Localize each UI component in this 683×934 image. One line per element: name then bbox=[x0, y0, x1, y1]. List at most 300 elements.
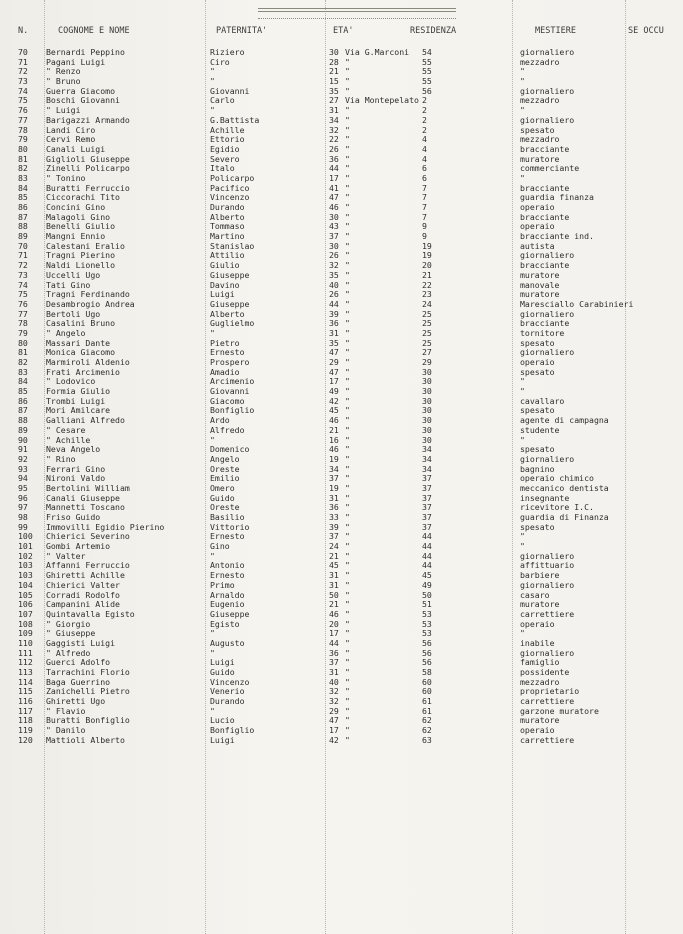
row-residence: " bbox=[345, 298, 350, 309]
row-occupation: agente di campagna bbox=[520, 415, 609, 426]
row-paternity: Vincenzo bbox=[210, 676, 250, 687]
row-number: 81 bbox=[18, 347, 28, 358]
row-age: 50 bbox=[329, 589, 339, 600]
row-name: " Renzo bbox=[46, 66, 81, 77]
row-paternity: Durando bbox=[210, 202, 245, 212]
row-occupation: giornaliero bbox=[520, 550, 575, 561]
row-house-number: 30 bbox=[422, 386, 432, 397]
row-name: Gaggisti Luigi bbox=[46, 637, 116, 648]
row-occupation: " bbox=[520, 66, 525, 77]
row-age: 46 bbox=[329, 202, 339, 212]
row-age: 36 bbox=[329, 502, 339, 513]
row-number: 82 bbox=[18, 357, 28, 367]
row-house-number: 7 bbox=[422, 182, 427, 193]
row-age: 22 bbox=[329, 134, 339, 145]
table-row bbox=[0, 116, 683, 126]
row-number: 105 bbox=[18, 589, 33, 600]
row-occupation: casaro bbox=[520, 589, 550, 600]
row-paternity: " bbox=[210, 705, 215, 716]
header-paternity: PATERNITA' bbox=[216, 26, 268, 36]
row-name: " Luigi bbox=[46, 105, 81, 116]
row-number: 106 bbox=[18, 599, 33, 610]
row-paternity: Giovanni bbox=[210, 85, 250, 96]
row-number: 86 bbox=[18, 395, 28, 406]
row-paternity: Giacomo bbox=[210, 395, 245, 406]
row-number: 75 bbox=[18, 289, 28, 300]
row-residence: " bbox=[345, 705, 350, 716]
row-residence: " bbox=[345, 240, 350, 251]
row-name: " Angelo bbox=[46, 327, 86, 338]
row-occupation: giornaliero bbox=[520, 114, 575, 125]
row-age: 26 bbox=[329, 250, 339, 261]
row-name: Frati Arcimenio bbox=[46, 366, 120, 377]
row-number: 84 bbox=[18, 376, 28, 387]
row-paternity: Italo bbox=[210, 163, 235, 174]
row-age: 36 bbox=[329, 318, 339, 329]
row-residence: " bbox=[345, 492, 350, 503]
row-name: " Cesare bbox=[46, 424, 86, 435]
row-paternity: Amadio bbox=[210, 366, 240, 377]
row-paternity: Ciro bbox=[210, 56, 230, 67]
row-age: 28 bbox=[329, 56, 339, 67]
row-number: 117 bbox=[18, 705, 33, 716]
row-paternity: Davino bbox=[210, 279, 240, 290]
row-name: Ghiretti Achille bbox=[46, 570, 125, 581]
row-occupation: possidente bbox=[520, 667, 570, 677]
table-row bbox=[0, 736, 683, 746]
row-residence: " bbox=[345, 56, 350, 67]
row-age: 17 bbox=[329, 172, 339, 183]
row-number: 76 bbox=[18, 105, 28, 116]
row-number: 77 bbox=[18, 308, 28, 319]
row-residence: " bbox=[345, 231, 350, 242]
row-occupation: operaio bbox=[520, 221, 555, 232]
table-row bbox=[0, 426, 683, 436]
row-age: 35 bbox=[329, 85, 339, 96]
row-number: 107 bbox=[18, 608, 33, 619]
row-number: 88 bbox=[18, 415, 28, 426]
row-occupation: proprietario bbox=[520, 686, 580, 697]
row-occupation: " bbox=[520, 76, 525, 87]
row-house-number: 4 bbox=[422, 134, 427, 145]
row-paternity: Luigi bbox=[210, 289, 235, 300]
row-residence: " bbox=[345, 105, 350, 116]
row-occupation: spesato bbox=[520, 124, 555, 135]
row-residence: " bbox=[345, 163, 350, 174]
row-paternity: Ettorio bbox=[210, 134, 245, 145]
table-row bbox=[0, 319, 683, 329]
row-occupation: cavallaro bbox=[520, 395, 565, 406]
row-house-number: 2 bbox=[422, 124, 427, 135]
row-residence: " bbox=[345, 725, 350, 736]
table-row bbox=[0, 445, 683, 455]
row-residence: " bbox=[345, 415, 350, 426]
row-occupation: ricevitore I.C. bbox=[520, 502, 594, 513]
row-house-number: 30 bbox=[422, 405, 432, 416]
row-paternity: Guglielmo bbox=[210, 318, 255, 329]
row-residence: " bbox=[345, 599, 350, 610]
row-house-number: 51 bbox=[422, 599, 432, 610]
dotted-rule bbox=[258, 18, 456, 19]
row-name: Formia Giulio bbox=[46, 386, 111, 397]
row-residence: " bbox=[345, 715, 350, 726]
row-house-number: 60 bbox=[422, 686, 432, 697]
row-occupation: operaio bbox=[520, 202, 555, 212]
row-age: 15 bbox=[329, 76, 339, 87]
row-paternity: Angelo bbox=[210, 453, 240, 464]
row-number: 110 bbox=[18, 637, 33, 648]
row-name: Benelli Giulio bbox=[46, 221, 116, 232]
table-body bbox=[0, 48, 683, 746]
row-house-number: 63 bbox=[422, 734, 432, 745]
row-name: " Rino bbox=[46, 453, 76, 464]
row-residence: " bbox=[345, 134, 350, 145]
row-occupation: giornaliero bbox=[520, 250, 575, 261]
row-residence: " bbox=[345, 434, 350, 445]
header-extra: SE OCCU bbox=[628, 26, 664, 36]
row-occupation: giornaliero bbox=[520, 85, 575, 96]
row-occupation: " bbox=[520, 531, 525, 542]
row-occupation: " bbox=[520, 386, 525, 397]
row-occupation: bracciante bbox=[520, 182, 570, 193]
row-house-number: 53 bbox=[422, 618, 432, 629]
row-occupation: giornaliero bbox=[520, 347, 575, 358]
row-house-number: 19 bbox=[422, 250, 432, 261]
row-occupation: " bbox=[520, 376, 525, 387]
row-number: 103 bbox=[18, 560, 33, 571]
row-name: Landi Ciro bbox=[46, 124, 96, 135]
row-paternity: Venerio bbox=[210, 686, 245, 697]
row-occupation: " bbox=[520, 628, 525, 639]
row-number: 87 bbox=[18, 211, 28, 222]
row-age: 44 bbox=[329, 298, 339, 309]
row-occupation: bracciante bbox=[520, 318, 570, 329]
row-house-number: 49 bbox=[422, 579, 432, 590]
row-age: 31 bbox=[329, 492, 339, 503]
row-residence: " bbox=[345, 696, 350, 707]
row-number: 88 bbox=[18, 221, 28, 232]
row-house-number: 30 bbox=[422, 376, 432, 387]
row-number: 103 bbox=[18, 570, 33, 581]
row-age: 37 bbox=[329, 473, 339, 484]
row-age: 46 bbox=[329, 444, 339, 455]
row-occupation: bracciante bbox=[520, 260, 570, 271]
row-occupation: muratore bbox=[520, 599, 560, 610]
row-occupation: guardia finanza bbox=[520, 192, 594, 203]
double-rule bbox=[258, 8, 456, 12]
row-age: 41 bbox=[329, 182, 339, 193]
row-name: Bertolini William bbox=[46, 482, 130, 493]
row-name: Galliani Alfredo bbox=[46, 415, 125, 426]
row-name: Tragni Pierino bbox=[46, 250, 116, 261]
row-residence: " bbox=[345, 521, 350, 532]
row-name: Malagoli Gino bbox=[46, 211, 111, 222]
row-paternity: Bonfiglio bbox=[210, 725, 255, 736]
row-house-number: 25 bbox=[422, 327, 432, 338]
row-name: " Tonino bbox=[46, 172, 86, 183]
row-house-number: 7 bbox=[422, 192, 427, 203]
row-number: 75 bbox=[18, 95, 28, 106]
row-residence: " bbox=[345, 221, 350, 232]
row-number: 120 bbox=[18, 734, 33, 745]
row-house-number: 61 bbox=[422, 696, 432, 707]
row-name: Giglioli Giuseppe bbox=[46, 153, 130, 164]
row-name: Chierici Valter bbox=[46, 579, 120, 590]
row-number: 113 bbox=[18, 667, 33, 677]
row-occupation: spesato bbox=[520, 366, 555, 377]
row-house-number: 30 bbox=[422, 395, 432, 406]
row-residence: " bbox=[345, 589, 350, 600]
row-name: Casalini Bruno bbox=[46, 318, 116, 329]
row-occupation: " bbox=[520, 105, 525, 116]
table-row bbox=[0, 368, 683, 378]
row-residence: " bbox=[345, 628, 350, 639]
row-house-number: 6 bbox=[422, 172, 427, 183]
row-occupation: autista bbox=[520, 240, 555, 251]
row-age: 44 bbox=[329, 163, 339, 174]
row-age: 37 bbox=[329, 531, 339, 542]
row-number: 71 bbox=[18, 56, 28, 67]
row-paternity: Policarpo bbox=[210, 172, 255, 183]
table-row bbox=[0, 261, 683, 271]
row-house-number: 24 bbox=[422, 298, 432, 309]
row-house-number: 6 bbox=[422, 163, 427, 174]
row-residence: " bbox=[345, 172, 350, 183]
row-house-number: 61 bbox=[422, 705, 432, 716]
row-paternity: " bbox=[210, 434, 215, 445]
row-residence: " bbox=[345, 473, 350, 484]
row-occupation: operaio chimico bbox=[520, 473, 594, 484]
row-occupation: giornaliero bbox=[520, 47, 575, 57]
row-age: 36 bbox=[329, 153, 339, 164]
row-age: 30 bbox=[329, 47, 339, 57]
row-age: 29 bbox=[329, 705, 339, 716]
row-occupation: muratore bbox=[520, 153, 560, 164]
row-name: " Valter bbox=[46, 550, 86, 561]
row-house-number: 44 bbox=[422, 560, 432, 571]
row-occupation: carrettiere bbox=[520, 734, 575, 745]
row-number: 87 bbox=[18, 405, 28, 416]
row-paternity: " bbox=[210, 550, 215, 561]
row-residence: " bbox=[345, 308, 350, 319]
row-paternity: " bbox=[210, 76, 215, 87]
row-name: Tarrachini Florio bbox=[46, 667, 130, 677]
row-occupation: bracciante bbox=[520, 143, 570, 154]
row-number: 112 bbox=[18, 657, 33, 668]
row-paternity: " bbox=[210, 327, 215, 338]
row-age: 17 bbox=[329, 725, 339, 736]
row-occupation: spesato bbox=[520, 405, 555, 416]
row-occupation: commerciante bbox=[520, 163, 580, 174]
row-age: 32 bbox=[329, 696, 339, 707]
row-paternity: Giuseppe bbox=[210, 608, 250, 619]
row-number: 83 bbox=[18, 366, 28, 377]
row-age: 37 bbox=[329, 231, 339, 242]
row-number: 85 bbox=[18, 386, 28, 397]
row-name: Cervi Remo bbox=[46, 134, 96, 145]
row-residence: " bbox=[345, 550, 350, 561]
row-occupation: muratore bbox=[520, 289, 560, 300]
row-residence: " bbox=[345, 289, 350, 300]
row-residence: " bbox=[345, 541, 350, 552]
row-number: 102 bbox=[18, 550, 33, 561]
row-age: 16 bbox=[329, 434, 339, 445]
row-age: 46 bbox=[329, 415, 339, 426]
row-house-number: 30 bbox=[422, 366, 432, 377]
row-occupation: giornaliero bbox=[520, 647, 575, 658]
row-house-number: 29 bbox=[422, 357, 432, 367]
row-age: 19 bbox=[329, 482, 339, 493]
table-row bbox=[0, 126, 683, 136]
table-row bbox=[0, 436, 683, 446]
row-number: 90 bbox=[18, 434, 28, 445]
row-number: 89 bbox=[18, 231, 28, 242]
row-house-number: 62 bbox=[422, 715, 432, 726]
row-age: 36 bbox=[329, 647, 339, 658]
row-residence: " bbox=[345, 366, 350, 377]
header-name: COGNOME E NOME bbox=[58, 26, 130, 36]
row-paternity: Augusto bbox=[210, 637, 245, 648]
row-occupation: spesato bbox=[520, 521, 555, 532]
row-residence: " bbox=[345, 76, 350, 87]
row-number: 114 bbox=[18, 676, 33, 687]
row-residence: " bbox=[345, 269, 350, 280]
row-house-number: 4 bbox=[422, 143, 427, 154]
row-house-number: 55 bbox=[422, 76, 432, 87]
row-age: 49 bbox=[329, 386, 339, 397]
row-name: Chierici Severino bbox=[46, 531, 130, 542]
row-name: Trombi Luigi bbox=[46, 395, 106, 406]
row-name: Mannetti Toscano bbox=[46, 502, 125, 513]
row-house-number: 34 bbox=[422, 453, 432, 464]
row-occupation: spesato bbox=[520, 337, 555, 348]
row-paternity: " bbox=[210, 647, 215, 658]
row-number: 104 bbox=[18, 579, 33, 590]
row-residence: " bbox=[345, 734, 350, 745]
table-row bbox=[0, 542, 683, 552]
row-residence: " bbox=[345, 114, 350, 125]
row-age: 45 bbox=[329, 405, 339, 416]
row-occupation: " bbox=[520, 541, 525, 552]
row-paternity: Pacifico bbox=[210, 182, 250, 193]
header-rule bbox=[258, 8, 456, 19]
row-age: 21 bbox=[329, 550, 339, 561]
row-number: 101 bbox=[18, 541, 33, 552]
row-occupation: insegnante bbox=[520, 492, 570, 503]
row-paternity: Pietro bbox=[210, 337, 240, 348]
row-occupation: mezzadro bbox=[520, 134, 560, 145]
row-residence: " bbox=[345, 444, 350, 455]
row-occupation: carrettiere bbox=[520, 608, 575, 619]
row-number: 81 bbox=[18, 153, 28, 164]
row-name: Canali Giuseppe bbox=[46, 492, 120, 503]
row-number: 79 bbox=[18, 134, 28, 145]
row-name: Bernardi Peppino bbox=[46, 47, 125, 57]
row-residence: " bbox=[345, 618, 350, 629]
row-number: 78 bbox=[18, 124, 28, 135]
row-age: 26 bbox=[329, 289, 339, 300]
row-house-number: 25 bbox=[422, 337, 432, 348]
row-age: 47 bbox=[329, 715, 339, 726]
row-number: 93 bbox=[18, 463, 28, 474]
row-house-number: 60 bbox=[422, 676, 432, 687]
row-paternity: Oreste bbox=[210, 463, 240, 474]
row-occupation: operaio bbox=[520, 618, 555, 629]
row-age: 44 bbox=[329, 637, 339, 648]
row-residence: " bbox=[345, 143, 350, 154]
row-number: 71 bbox=[18, 250, 28, 261]
row-paternity: Oreste bbox=[210, 502, 240, 513]
header-n: N. bbox=[18, 26, 29, 36]
row-house-number: 25 bbox=[422, 318, 432, 329]
row-house-number: 7 bbox=[422, 202, 427, 212]
row-age: 30 bbox=[329, 211, 339, 222]
row-occupation: studente bbox=[520, 424, 560, 435]
row-age: 21 bbox=[329, 599, 339, 610]
row-house-number: 25 bbox=[422, 308, 432, 319]
row-occupation: bracciante ind. bbox=[520, 231, 594, 242]
row-occupation: famiglio bbox=[520, 657, 560, 668]
row-number: 97 bbox=[18, 502, 28, 513]
row-residence: " bbox=[345, 579, 350, 590]
row-number: 95 bbox=[18, 482, 28, 493]
row-name: Affanni Ferruccio bbox=[46, 560, 130, 571]
table-row bbox=[0, 620, 683, 630]
row-paternity: " bbox=[210, 66, 215, 77]
row-occupation: giornaliero bbox=[520, 308, 575, 319]
row-residence: " bbox=[345, 686, 350, 697]
row-number: 77 bbox=[18, 114, 28, 125]
row-residence: " bbox=[345, 211, 350, 222]
row-paternity: Attilio bbox=[210, 250, 245, 261]
row-number: 98 bbox=[18, 512, 28, 522]
row-paternity: Eugenio bbox=[210, 599, 245, 610]
row-residence: " bbox=[345, 279, 350, 290]
row-paternity: Alberto bbox=[210, 211, 245, 222]
row-number: 84 bbox=[18, 182, 28, 193]
row-name: Ciccorachi Tito bbox=[46, 192, 120, 203]
row-paternity: Guido bbox=[210, 492, 235, 503]
row-age: 31 bbox=[329, 579, 339, 590]
row-residence: " bbox=[345, 153, 350, 164]
row-residence: " bbox=[345, 124, 350, 135]
row-name: Calestani Eralio bbox=[46, 240, 125, 251]
table-header bbox=[0, 26, 683, 40]
row-number: 78 bbox=[18, 318, 28, 329]
row-number: 89 bbox=[18, 424, 28, 435]
row-occupation: barbiere bbox=[520, 570, 560, 581]
row-occupation: guardia di Finanza bbox=[520, 512, 609, 522]
row-age: 47 bbox=[329, 347, 339, 358]
row-name: " Flavio bbox=[46, 705, 86, 716]
row-age: 34 bbox=[329, 463, 339, 474]
row-age: 45 bbox=[329, 560, 339, 571]
row-house-number: 55 bbox=[422, 66, 432, 77]
row-house-number: 37 bbox=[422, 512, 432, 522]
row-age: 32 bbox=[329, 686, 339, 697]
row-house-number: 37 bbox=[422, 482, 432, 493]
row-paternity: G.Battista bbox=[210, 114, 260, 125]
row-name: Friso Guido bbox=[46, 512, 101, 522]
row-number: 91 bbox=[18, 444, 28, 455]
row-number: 100 bbox=[18, 531, 33, 542]
row-age: 27 bbox=[329, 95, 339, 106]
row-number: 70 bbox=[18, 47, 28, 57]
row-age: 39 bbox=[329, 308, 339, 319]
row-paternity: Bonfiglio bbox=[210, 405, 255, 416]
row-house-number: 55 bbox=[422, 56, 432, 67]
row-paternity: Tommaso bbox=[210, 221, 245, 232]
